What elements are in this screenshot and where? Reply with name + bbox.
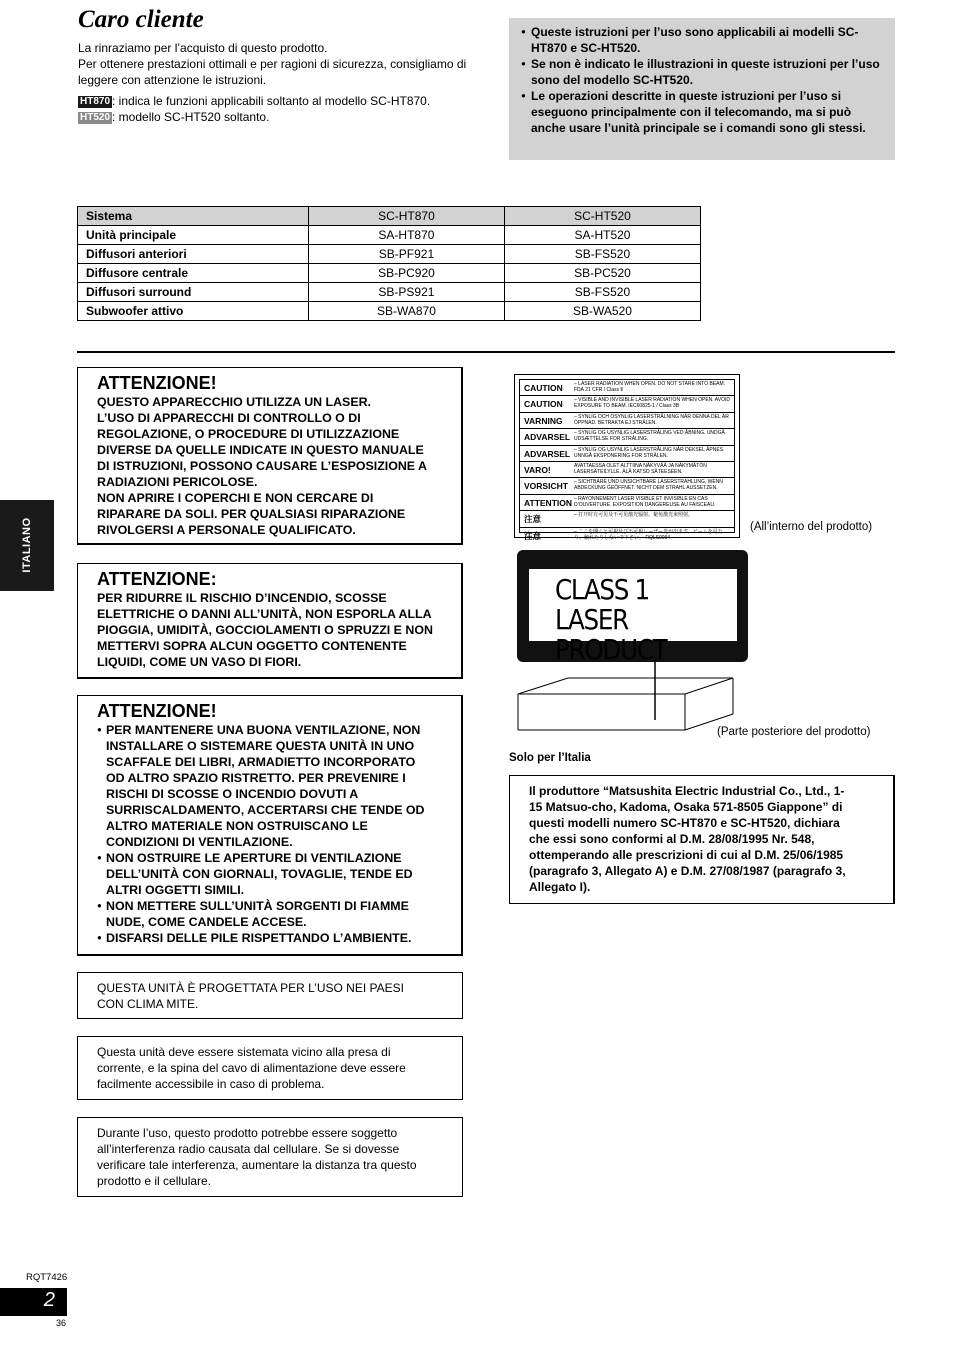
caution-key: ADVARSEL <box>524 432 571 443</box>
caution-key: 注意 <box>524 514 542 525</box>
caution-text: AVATTAESSA OLET ALTTIINA NÄKYVÄÄ JA NÄKYMÄTÖN LASERSÄTEILYLLE. ÄLÄ KATSO SÄTEESEEN. <box>574 462 707 475</box>
laser-caution-label <box>514 374 740 541</box>
caution-key: 注意 <box>524 530 542 541</box>
caution-row <box>520 528 734 544</box>
table-cell: SB-PC520 <box>504 264 700 283</box>
caution-row <box>520 429 734 445</box>
table-row <box>78 207 701 226</box>
table-row <box>78 302 701 321</box>
sub-page-number: 36 <box>56 1318 67 1328</box>
caution-row <box>520 511 734 527</box>
table-cell: Diffusori surround <box>78 283 309 302</box>
page-number-box <box>0 1288 67 1316</box>
intro-text <box>78 40 478 88</box>
table-cell: SA-HT520 <box>504 226 700 245</box>
page-number: 2 <box>43 1289 55 1311</box>
caution-text: – SYNLIG OCH OSYNLIG LASERSTRÅLNING NÄR DENNA DEL ÄR ÖPPNAD. BETRAKTA EJ STRÅLEN. <box>574 413 729 426</box>
class-label-line: CLASS 1 <box>555 573 649 606</box>
warning-text: QUESTO APPARECCHIO UTILIZZA UN LASER. L’USO DI APPARECCHI DI CONTROLLO O DI REGOLAZIONE, O PROCEDURE DI UTILIZZAZIONE DIVERSE DA QUELLE INDICATE IN QUESTO MANUALE DI ISTRUZIONI, POSSONO CAUSARE L’ESPOSIZIONE A RADIAZIONI PERICOLOSE. NON APRIRE I COPERCHI E NON CERCARE DI RIPARARE DA SOLI. PER QUALSIASI RIPARAZIONE RIVOLGERSI A PERSONALE QUALIFICATO. <box>97 395 427 537</box>
table-cell: SB-PF921 <box>308 245 504 264</box>
ht870-badge: HT870 <box>80 96 111 107</box>
caution-text: – LASER RADIATION WHEN OPEN. DO NOT STARE INTO BEAM. FDA 21 CFR / Class Ⅱ <box>574 381 726 393</box>
language-tab <box>0 500 54 591</box>
warning-heading: ATTENZIONE: <box>97 569 217 589</box>
warning-item: ● NON OSTRUIRE LE APERTURE DI VENTILAZIONE DELL’UNITÀ CON GIORNALI, TOVAGLIE, TENDE ED ALTRI OGGETTI SIMILI. <box>97 850 461 898</box>
model-tag-text: : indica le funzioni applicabili soltanto al modello SC-HT870. <box>112 94 431 108</box>
caution-row <box>520 462 734 478</box>
section-divider <box>77 351 895 353</box>
note-item: ● Queste istruzioni per l’uso sono applicabili ai modelli SC-HT870 e SC-HT520. <box>521 24 883 56</box>
class1-laser-label <box>517 550 748 666</box>
class1-label-inner <box>529 569 737 666</box>
class-label-line: LASER PRODUCT <box>555 603 667 666</box>
table-cell: SB-WA520 <box>504 302 700 321</box>
table-row <box>78 226 701 245</box>
caution-key: VORSICHT <box>524 481 568 492</box>
product-rear-illustration <box>510 660 735 735</box>
caution-text: – ここを開くと可視及び不可視レーザー光が出ます。ビームを見たり、触れたりしないで下さい。 RQLS0094 <box>574 528 723 541</box>
caution-label-inner <box>519 379 735 541</box>
fire-warning-box <box>77 563 463 679</box>
table-cell: SC-HT520 <box>504 207 700 226</box>
caution-row <box>520 396 734 412</box>
caution-key: VARNING <box>524 415 563 426</box>
notes-box <box>509 18 895 160</box>
caution-row <box>520 495 734 511</box>
rear-caption: (Parte posteriore del prodotto) <box>717 726 871 738</box>
caution-row <box>520 413 734 429</box>
intro-line: Per ottenere prestazioni ottimali e per ragioni di sicurezza, consigliamo di leggere con attenzione le istruzioni. <box>78 57 467 87</box>
warning-item: ● DISFARSI DELLE PILE RISPETTANDO L’AMBIENTE. <box>97 930 461 946</box>
table-cell: Diffusori anteriori <box>78 245 309 264</box>
table-cell: Diffusore centrale <box>78 264 309 283</box>
warning-heading: ATTENZIONE! <box>97 373 217 393</box>
page-title: Caro cliente <box>78 6 204 33</box>
climate-info-box: QUESTA UNITÀ È PROGETTATA PER L’USO NEI PAESI CON CLIMA MITE. <box>77 972 463 1019</box>
document-code: RQT7426 <box>26 1272 68 1283</box>
caution-key: ATTENTION <box>524 497 573 508</box>
warning-heading: ATTENZIONE! <box>97 701 217 721</box>
note-item: ● Se non è indicato le illustrazioni in queste istruzioni per l’uso sono del modello SC-HT520. <box>521 56 883 88</box>
caution-text: – VISIBLE AND INVISIBLE LASER RADIATION WHEN OPEN. AVOID EXPOSURE TO BEAM. IEC60825-1 / Class 3B <box>574 397 730 410</box>
ventilation-warning-box <box>77 695 463 956</box>
interference-info-box: Durante l’uso, questo prodotto potrebbe essere soggetto all’interferenza radio causata dal cellulare. Se si dovesse verificare tale interferenza, aumentare la distanza tra questo prodotto e il cellulare. <box>77 1117 463 1197</box>
caution-row <box>520 446 734 462</box>
caution-row <box>520 380 734 396</box>
italy-only-label: Solo per l’Italia <box>509 752 591 764</box>
caution-row <box>520 478 734 494</box>
caution-text: – SICHTBARE UND UNSICHTBARE LASERSTRAHLUNG, WENN ABDECKUNG GEÖFFNET. NICHT DEM STRAHL AUSSETZEN. <box>574 479 723 492</box>
power-info-box: Questa unità deve essere sistemata vicino alla presa di corrente, e la spina del cavo di alimentazione deve essere facilmente accessibile in caso di problema. <box>77 1036 463 1100</box>
caution-text: – SYNLIG OG USYNLIG LASERSTRÅLING NÅR DEKSEL ÅPNES. UNNGÅ EKSPONERING FOR STRÅLEN. <box>574 446 725 459</box>
warning-text: PER RIDURRE IL RISCHIO D’INCENDIO, SCOSSE ELETTRICHE O DANNI ALL’UNITÀ, NON ESPORLA ALLA PIOGGIA, UMIDITÀ, GOCCIOLAMENTI O SPRUZZI E NON METTERVI SOPRA ALCUN OGGETTO CONTENENTE LIQUIDI, COME UN VASO DI FIORI. <box>97 591 433 669</box>
table-cell: SB-PS921 <box>308 283 504 302</box>
table-cell: Unità principale <box>78 226 309 245</box>
ht520-badge: HT520 <box>80 112 111 123</box>
table-cell: SB-WA870 <box>308 302 504 321</box>
warning-item: ● NON METTERE SULL’UNITÀ SORGENTI DI FIAMME NUDE, COME CANDELE ACCESE. <box>97 898 461 930</box>
table-cell: SB-FS520 <box>504 245 700 264</box>
producer-declaration-box: Il produttore “Matsushita Electric Industrial Co., Ltd., 1- 15 Matsuo-cho, Kadoma, Osaka 571-8505 Giappone” di questi modelli numero SC-HT870 e SC-HT520, dichiara che essi sono conformi al D.M. 28/08/1995 Nr. 548, ottemperando alle prescrizioni di cui al D.M. 25/06/1985 (paragrafo 3, Allegato A) e D.M. 27/08/1987 (paragrafo 3, Allegato I). <box>509 775 895 904</box>
caution-key: ADVARSEL <box>524 448 571 459</box>
language-tab-label: ITALIANO <box>21 517 33 573</box>
table-cell: Subwoofer attivo <box>78 302 309 321</box>
caution-text: – SYNLIG OG USYNLIG LASERSTRÅLING VED ÅBNING. UNDGÅ UDSÆTTELSE FOR STRÅLING. <box>574 430 725 443</box>
table-row <box>78 245 701 264</box>
warning-item: ● PER MANTENERE UNA BUONA VENTILAZIONE, NON INSTALLARE O SISTEMARE QUESTA UNITÀ IN UNO SCAFFALE DEI LIBRI, ARMADIETTO INCORPORATO OD ALTRO SPAZIO RISTRETTO. PER PREVENIRE I RISCHI DI SCOSSE O INCENDIO DOVUTI A SURRISCALDAMENTO, ACCERTARSI CHE TENDE OD ALTRO MATERIALE NON OSTRUISCANO LE CONDIZIONI DI VENTILAZIONE. <box>97 722 461 850</box>
system-table <box>77 206 701 321</box>
table-cell: Sistema <box>78 207 309 226</box>
caution-key: CAUTION <box>524 383 563 393</box>
caution-text: – RAYONNEMENT LASER VISIBLE ET INVISIBLE EN CAS D’OUVERTURE. EXPOSITION DANGEREUSE AU FAISCEAU. <box>574 495 716 508</box>
intro-line: La rinraziamo per l’acquisto di questo prodotto. <box>78 41 328 55</box>
table-row <box>78 283 701 302</box>
caution-key: CAUTION <box>524 399 563 410</box>
caution-key: VARO! <box>524 464 551 475</box>
caution-text: – 打开时有可见及不可见激光辐射。避免激光束照射。 <box>574 512 694 519</box>
model-tag-line <box>78 109 269 125</box>
table-row <box>78 264 701 283</box>
table-cell: SB-FS520 <box>504 283 700 302</box>
table-cell: SC-HT870 <box>308 207 504 226</box>
model-tag-line <box>78 93 430 109</box>
note-item: ● Le operazioni descritte in queste istruzioni per l’uso si eseguono principalmente con il telecomando, ma si può anche usare l’unità principale se i comandi sono gli stessi. <box>521 88 883 136</box>
model-tag-text: : modello SC-HT520 soltanto. <box>112 110 270 124</box>
laser-warning-box <box>77 367 463 545</box>
table-cell: SA-HT870 <box>308 226 504 245</box>
inside-caption: (All’interno del prodotto) <box>750 521 873 533</box>
table-cell: SB-PC920 <box>308 264 504 283</box>
